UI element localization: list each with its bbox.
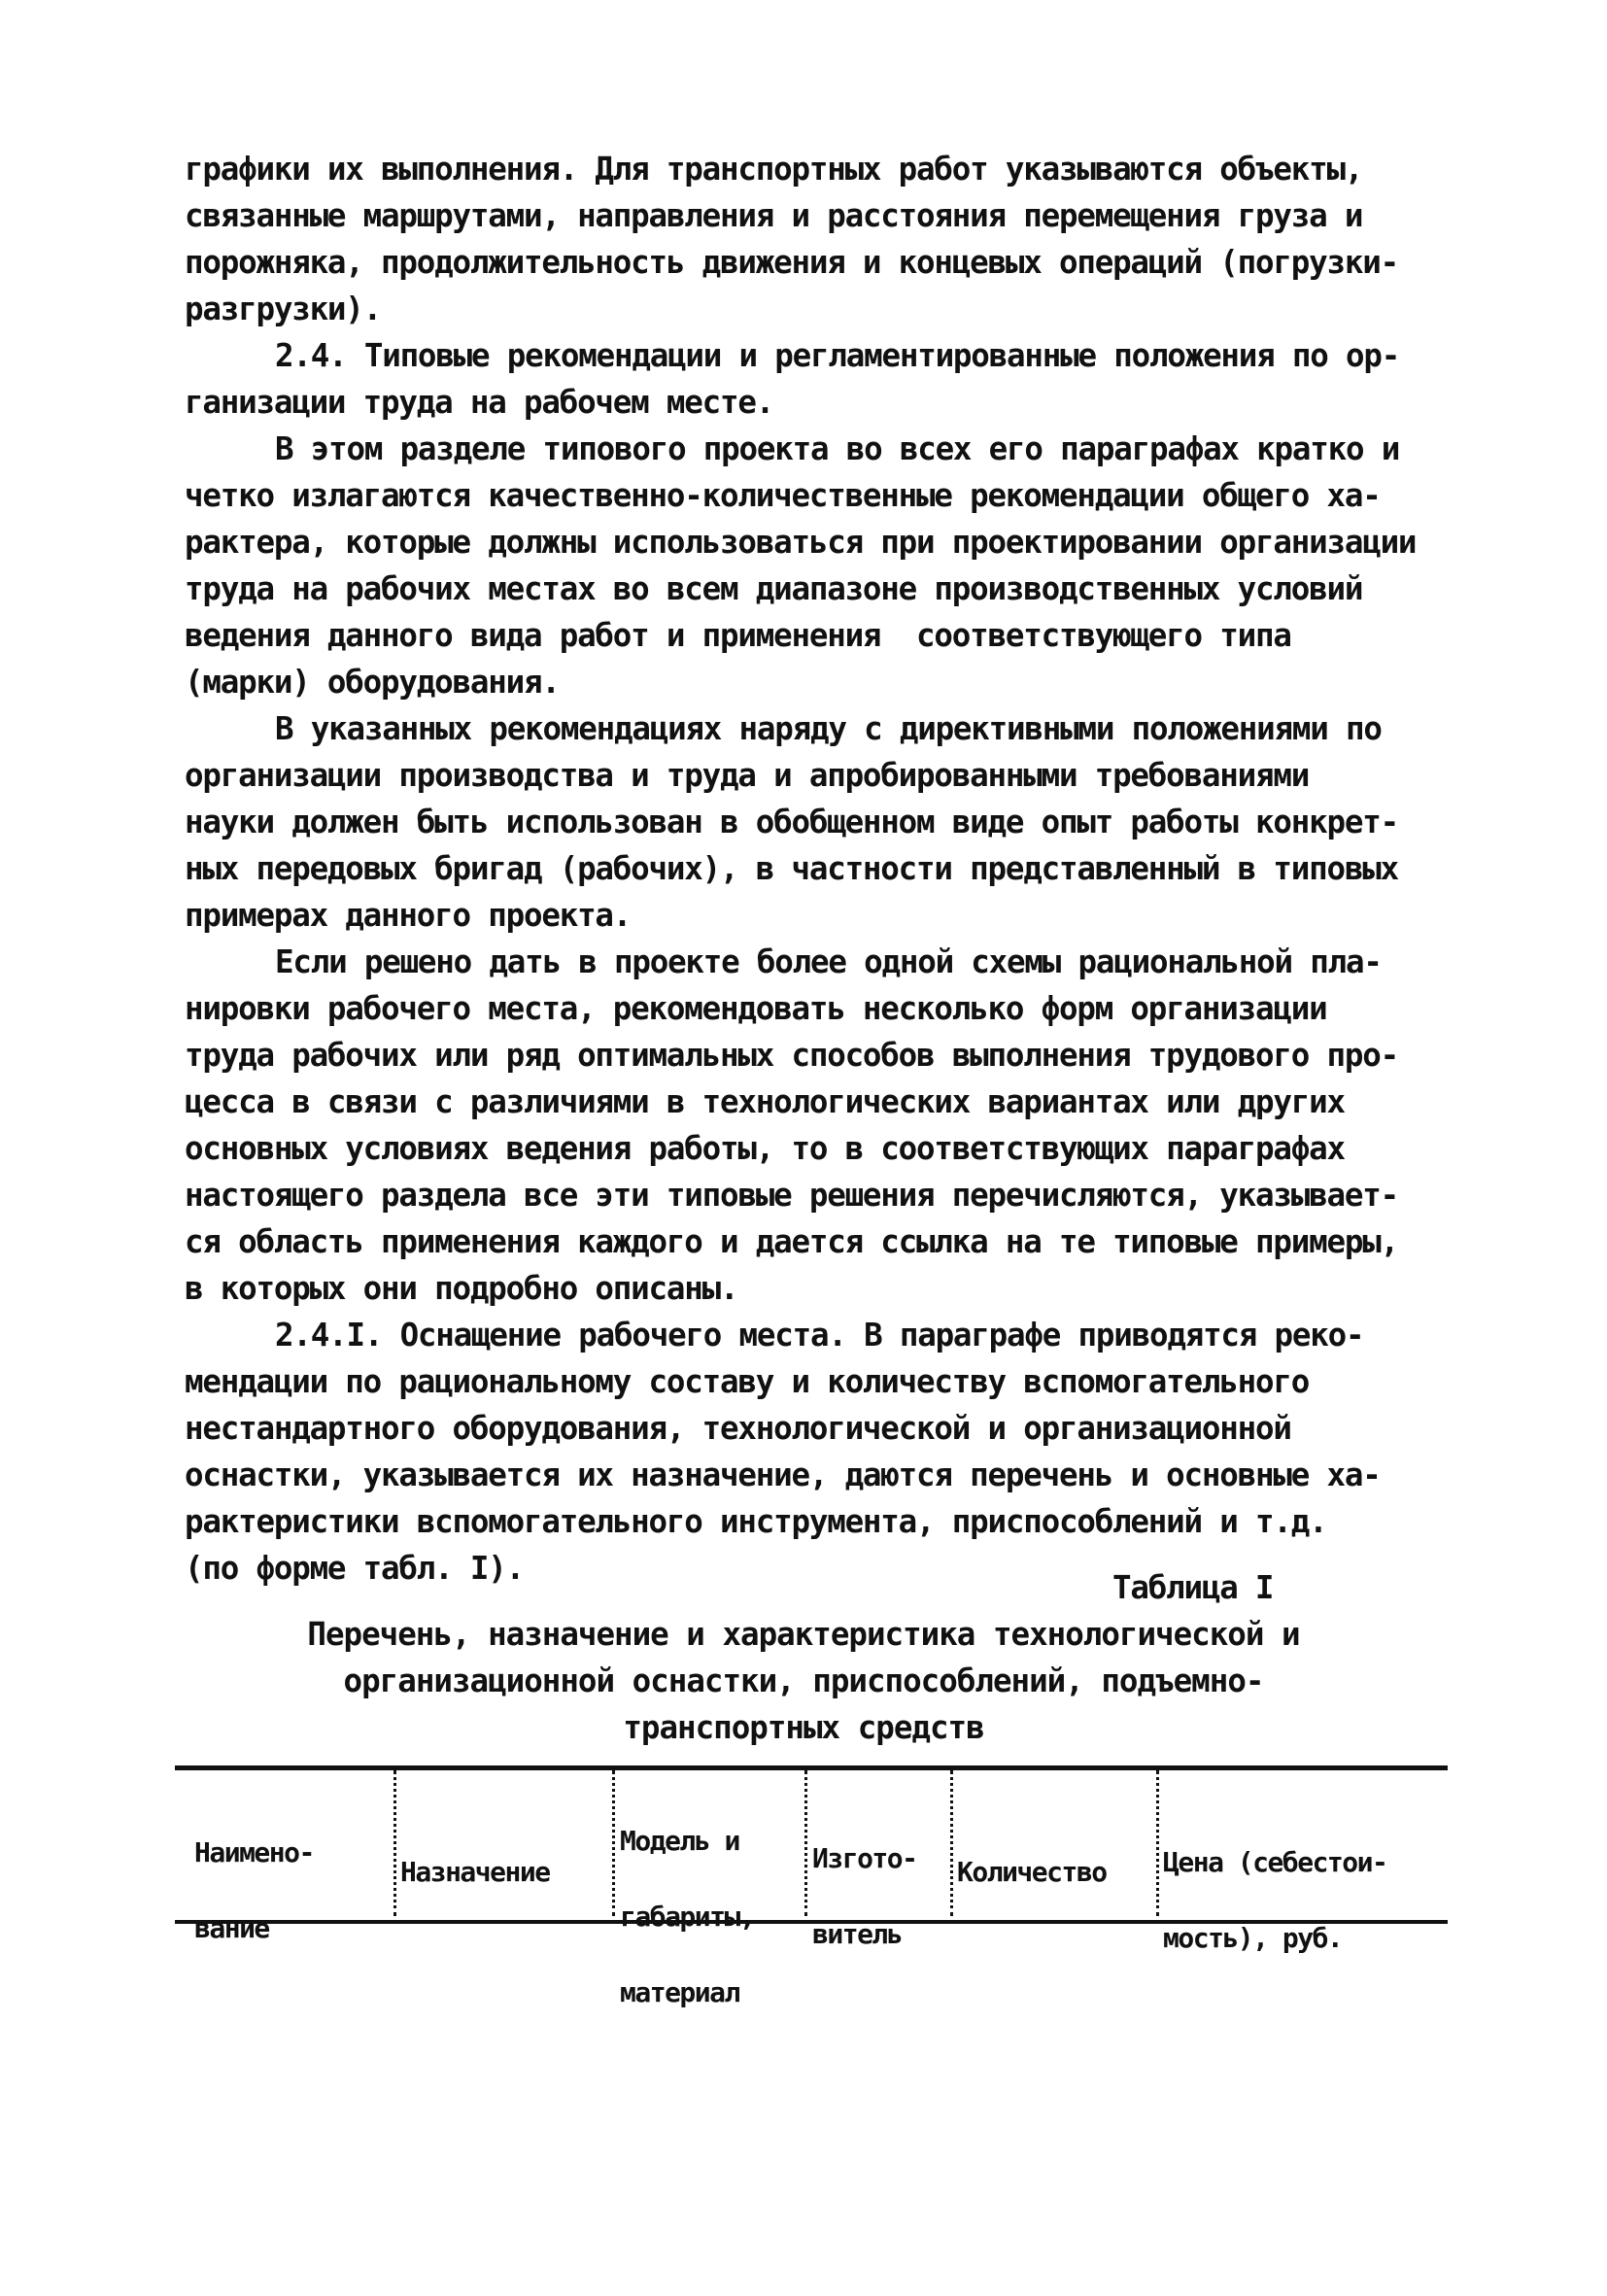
table-header-manufacturer-line-2: витель — [812, 1918, 903, 1950]
section-2-4-heading-line-1: 2.4. Типовые рекомендации и регламентированные положения по ор- — [275, 337, 1400, 374]
paragraph-5-line-2: нировки рабочего места, рекомендовать несколько форм организации — [185, 990, 1327, 1027]
paragraph-3-line-3: рактера, которые должны использоваться при проектировании организации — [185, 524, 1417, 561]
table-header-quantity — [957, 1809, 1107, 1936]
table-header-quantity-line-1: Количество — [957, 1856, 1107, 1888]
paragraph-5-line-1: Если решено дать в проекте более одной схемы рациональной пла- — [275, 943, 1382, 980]
paragraph-4-line-1: В указанных рекомендациях наряду с директивными положениями по — [275, 710, 1382, 747]
table-column-separator — [612, 1770, 615, 1916]
table-top-rule — [175, 1765, 1448, 1770]
table-header-model-line-2: габариты, — [620, 1901, 755, 1933]
table-header-price-line-2: мость), руб. — [1163, 1922, 1343, 1954]
table-column-separator — [1156, 1770, 1159, 1916]
section-2-4-1-line-3: нестандартного оборудования, технологической и организационной — [185, 1410, 1291, 1447]
section-2-4-1-line-5: рактеристики вспомогательного инструмента, приспособлений и т.д. — [185, 1503, 1327, 1540]
table-header-purpose — [400, 1809, 550, 1936]
table-column-separator — [804, 1770, 807, 1916]
paragraph-4-line-5: примерах данного проекта. — [185, 897, 632, 934]
paragraph-4-line-4: ных передовых бригад (рабочих), в частности представленный в типовых — [185, 850, 1398, 887]
paragraph-3-line-2: четко излагаются качественно-количественные рекомендации общего ха- — [185, 477, 1381, 514]
table-header-name-line-1: Наимено- — [194, 1836, 314, 1868]
table-header-price — [1163, 1799, 1386, 2002]
section-2-4-1-line-1: 2.4.I. Оснащение рабочего места. В параграфе приводятся реко- — [275, 1317, 1364, 1354]
paragraph-5-line-8: в которых они подробно описаны. — [185, 1270, 738, 1307]
table-column-separator — [950, 1770, 953, 1916]
table-header-model — [620, 1778, 754, 2056]
table-header-name — [194, 1790, 314, 1992]
table-header-model-line-1: Модель и — [620, 1825, 739, 1857]
table-title-line-2: организационной оснастки, приспособлений, подъемно- — [343, 1662, 1264, 1699]
paragraph-3-line-1: В этом разделе типового проекта во всех его параграфах кратко и — [275, 430, 1400, 467]
section-2-4-1-line-2: мендации по рациональному составу и количеству вспомогательного — [185, 1363, 1310, 1400]
paragraph-5-line-4: цесса в связи с различиями в технологических вариантах или других — [185, 1083, 1345, 1120]
paragraph-5-line-5: основных условиях ведения работы, то в соответствующих параграфах — [185, 1130, 1345, 1167]
paragraph-3-line-5: ведения данного вида работ и применения соответствующего типа — [185, 617, 1291, 654]
table-header-manufacturer — [812, 1796, 917, 1998]
paragraph-3-line-4: труда на рабочих местах во всем диапазоне производственных условий — [185, 570, 1363, 607]
table-column-separator — [393, 1770, 396, 1916]
paragraph-1-line-4: разгрузки). — [185, 291, 382, 327]
paragraph-4-line-3: науки должен быть использован в обобщенном виде опыт работы конкрет- — [185, 804, 1398, 840]
paragraph-1-line-1: графики их выполнения. Для транспортных работ указываются объекты, — [185, 151, 1363, 188]
paragraph-1-line-3: порожняка, продолжительность движения и концевых операций (погрузки- — [185, 244, 1398, 281]
table-label: Таблица I — [1112, 1569, 1274, 1606]
section-2-4-heading-line-2: ганизации труда на рабочем месте. — [185, 384, 774, 421]
table-title-line-1: Перечень, назначение и характеристика технологической и — [307, 1616, 1300, 1653]
section-2-4-1-line-4: оснастки, указывается их назначение, даются перечень и основные ха- — [185, 1456, 1381, 1493]
paragraph-1-line-2: связанные маршрутами, направления и расстояния перемещения груза и — [185, 197, 1363, 234]
table-header-manufacturer-line-1: Изгото- — [812, 1842, 917, 1874]
table-header-model-line-3: материал — [620, 1976, 739, 2008]
paragraph-4-line-2: организации производства и труда и апробированными требованиями — [185, 757, 1310, 794]
table-header-name-line-2: вание — [194, 1912, 269, 1944]
paragraph-5-line-7: ся область применения каждого и дается ссылка на те типовые примеры, — [185, 1223, 1398, 1260]
paragraph-5-line-3: труда рабочих или ряд оптимальных способов выполнения трудового про- — [185, 1037, 1398, 1074]
table-header-price-line-1: Цена (себестои- — [1163, 1846, 1387, 1878]
section-2-4-1-line-6: (по форме табл. I). — [185, 1550, 524, 1587]
paragraph-5-line-6: настоящего раздела все эти типовые решения перечисляются, указывает- — [185, 1177, 1398, 1214]
table-title-line-3: транспортных средств — [623, 1709, 984, 1746]
table-header-purpose-line-1: Назначение — [400, 1856, 550, 1888]
paragraph-3-line-6: (марки) оборудования. — [185, 664, 560, 701]
